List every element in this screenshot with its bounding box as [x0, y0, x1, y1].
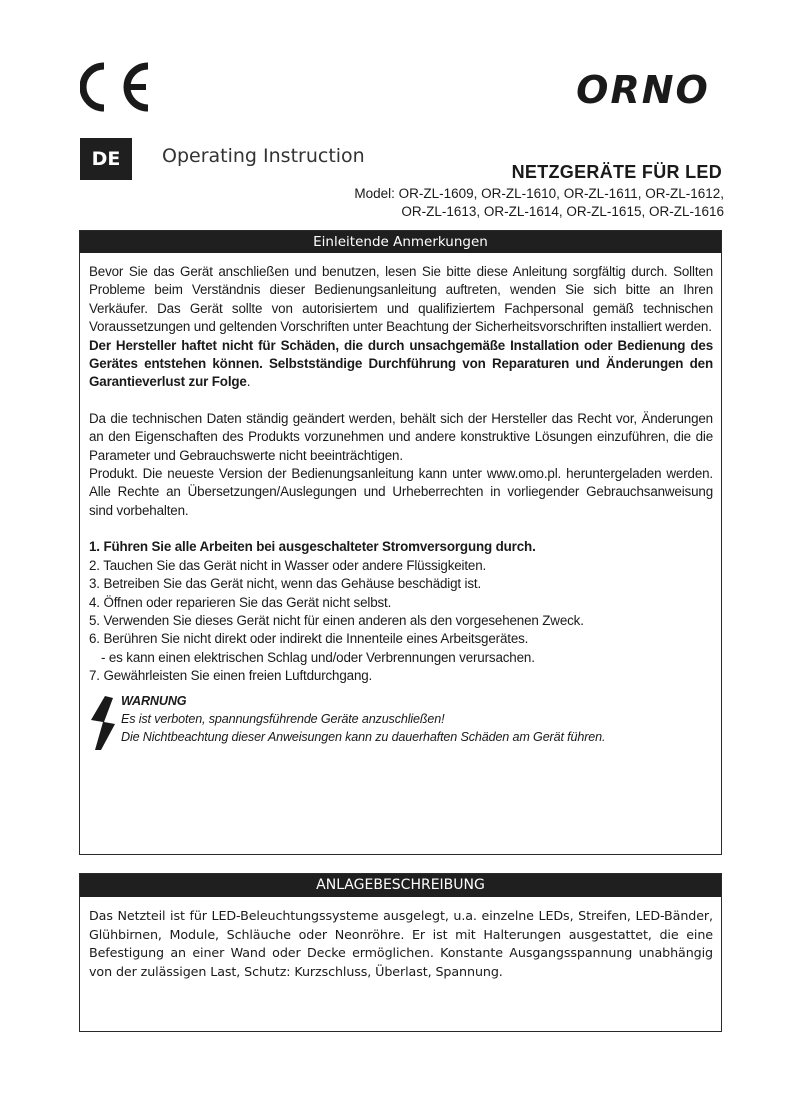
- language-badge: DE: [80, 138, 132, 180]
- warning-line-2: Die Nichtbeachtung dieser Anweisungen kann zu dauerhaften Schäden am Gerät führen.: [121, 729, 606, 744]
- safety-rule: 4. Öffnen oder reparieren Sie das Gerät nicht selbst.: [89, 594, 392, 610]
- model-numbers: [354, 185, 724, 221]
- lightning-bolt-icon: [91, 696, 115, 750]
- safety-rule: 1. Führen Sie alle Arbeiten bei ausgeschalteter Stromversorgung durch.: [89, 539, 536, 555]
- orno-brand-logo: [562, 70, 724, 110]
- description-text: Das Netzteil ist für LED-Beleuchtungssysteme ausgelegt, u.a. einzelne LEDs, Streifen, LED-Bänder, Glühbirnen, Module, Schläuche oder Neonröhre. Er ist mit Halterungen ausgestattet, die eine Befestigung an einer Wand oder Decke ermöglichen. Konstante Ausgangsspannung unabhängig von der zulässigen Last, Schutz: Kurzschluss, Überlast, Spannung.: [89, 908, 713, 979]
- intro-paragraph-3: Da die technischen Daten ständig geändert werden, behält sich der Hersteller das Recht vor, Änderungen an den Eigenschaften des Produkts vorzunehmen und andere konstruktive Lösungen einzuführen, die die Parameter und Gebrauchswerte nicht beeinträchtigen.: [89, 410, 713, 463]
- product-title: NETZGERÄTE FÜR LED: [511, 162, 722, 182]
- liability-paragraph: [89, 337, 713, 392]
- safety-rule: 2. Tauchen Sie das Gerät nicht in Wasser oder andere Flüssigkeiten.: [89, 557, 487, 573]
- warning-line-1: Es ist verboten, spannungsführende Geräte anzuschließen!: [121, 711, 445, 726]
- intro-heading: Einleitende Anmerkungen: [80, 231, 721, 253]
- warning-title: WARNUNG: [121, 693, 187, 708]
- safety-rule: 7. Gewährleisten Sie einen freien Luftdurchgang.: [89, 668, 373, 684]
- intro-paragraph-1: Bevor Sie das Gerät anschließen und benutzen, lesen Sie bitte diese Anleitung sorgfältig durch. Sollten Probleme beim Verständnis dieser Bedienungsanleitung auftreten, wenden Sie sich bitte an Ihren Verkäufer. Das Gerät sollte von autorisiertem und qualifiziertem Fachpersonal gemäß technischen Voraussetzungen und geltenden Vorschriften unter Beachtung der Sicherheitsvorschriften installiert werden.: [89, 264, 713, 335]
- liability-period: .: [246, 374, 251, 390]
- safety-rule: 6. Berühren Sie nicht direkt oder indirekt die Innenteile eines Arbeitsgerätes.: [89, 631, 529, 647]
- intro-section: [79, 230, 722, 855]
- description-section: [79, 873, 722, 1032]
- document-type: Operating Instruction: [162, 145, 365, 167]
- safety-rule: 3. Betreiben Sie das Gerät nicht, wenn das Gehäuse beschädigt ist.: [89, 576, 482, 592]
- safety-rules-list: [89, 538, 713, 685]
- liability-text: Der Hersteller haftet nicht für Schäden, die durch unsachgemäße Installation oder Bedienung des Gerätes entstehen können. Selbstständige Durchführung von Reparaturen und Änderungen den Garantieverlust zur Folge: [89, 337, 713, 390]
- model-line-1: Model: OR-ZL-1609, OR-ZL-1610, OR-ZL-1611, OR-ZL-1612,: [354, 186, 724, 201]
- warning-block: [89, 692, 713, 754]
- safety-rule-note: - es kann einen elektrischen Schlag und/oder Verbrennungen verursachen.: [101, 649, 535, 665]
- safety-rule: 5. Verwenden Sie dieses Gerät nicht für einen anderen als den vorgesehenen Zweck.: [89, 612, 584, 628]
- description-heading: ANLAGEBESCHREIBUNG: [80, 874, 721, 897]
- svg-text:ORNO: ORNO: [576, 70, 710, 110]
- model-line-2: OR-ZL-1613, OR-ZL-1614, OR-ZL-1615, OR-ZL-1616: [401, 204, 724, 219]
- intro-paragraph-4: Produkt. Die neueste Version der Bedienungsanleitung kann unter www.omo.pl. heruntergeladen werden. Alle Rechte an Übersetzungen/Auslegungen und Urheberrechten in vorliegender Gebrauchsanweisung sind vorbehalten.: [89, 466, 713, 518]
- ce-mark-logo: [80, 62, 156, 112]
